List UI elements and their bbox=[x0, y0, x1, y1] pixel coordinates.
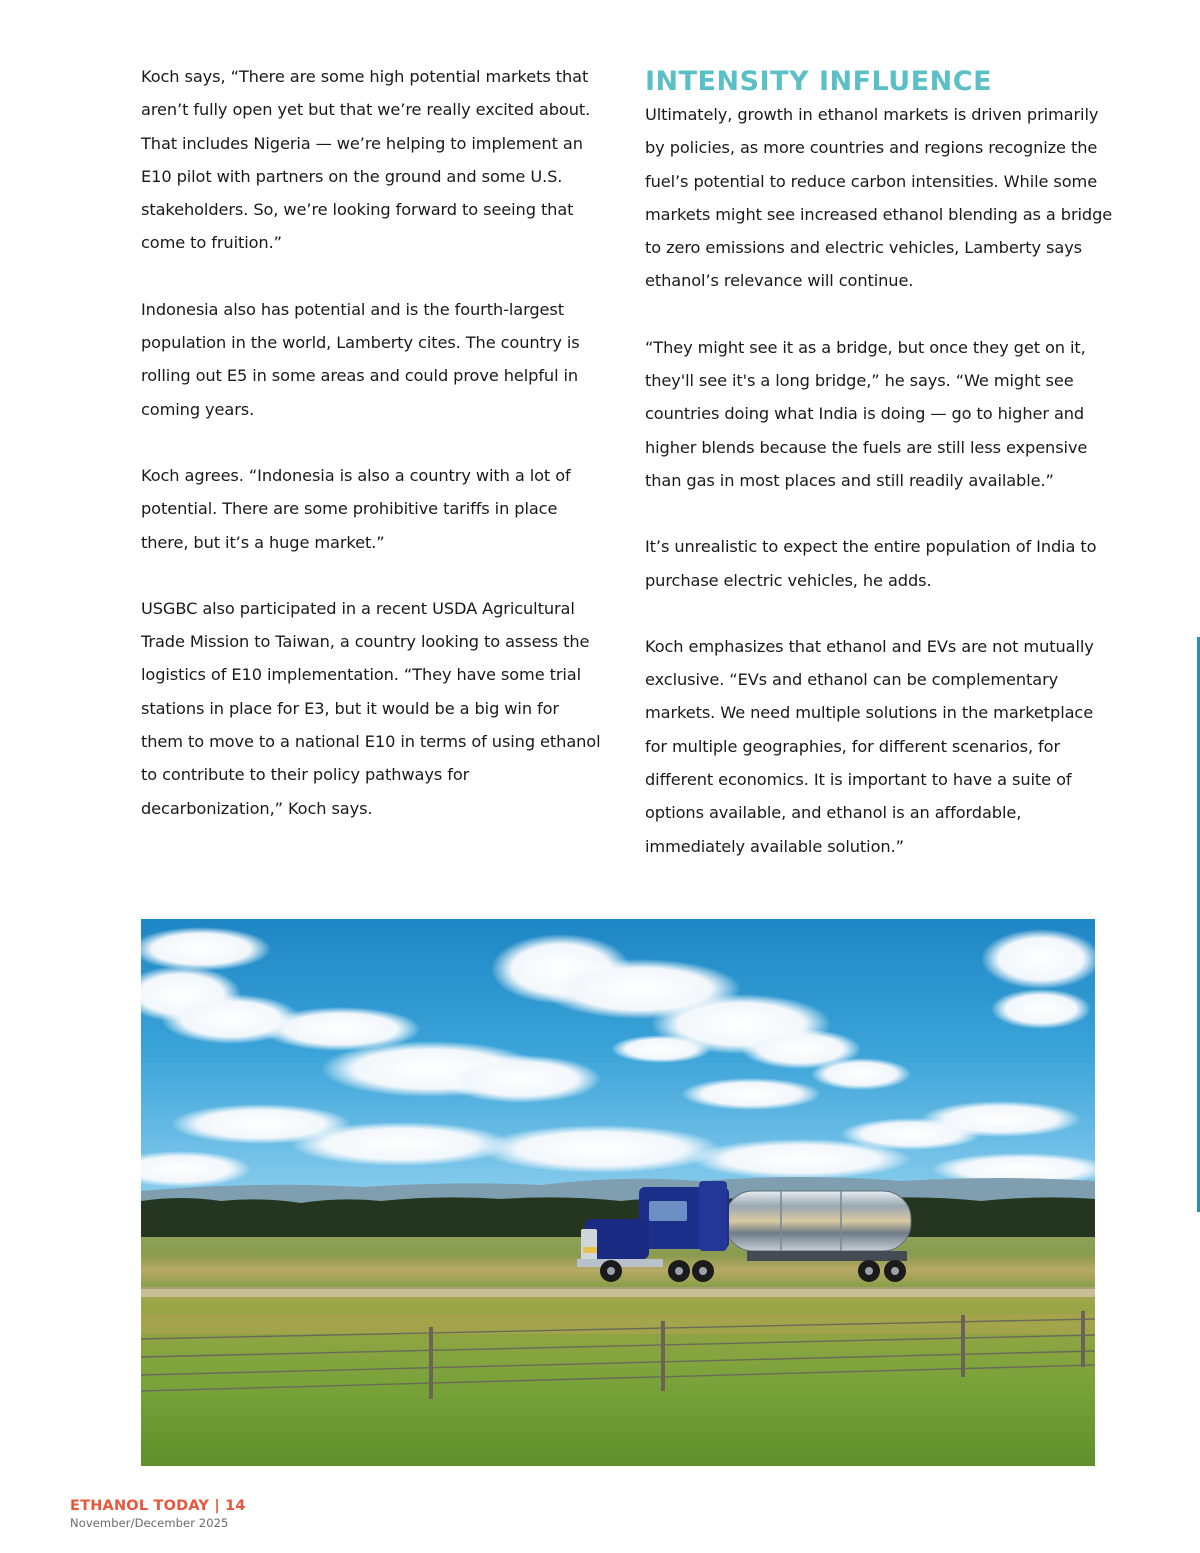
magazine-page-label: ETHANOL TODAY | 14 bbox=[70, 1498, 246, 1514]
section-heading: INTENSITY INFLUENCE bbox=[645, 66, 993, 97]
left-column bbox=[141, 60, 601, 858]
body-paragraph: Koch emphasizes that ethanol and EVs are not mutually exclusive. “EVs and ethanol can be complementary markets. We need multiple solutions in the marketplace for multiple geographies, for different scenarios, for different economics. It is important to have a suite of options available, and ethanol is an affordable, immediately available solution.” bbox=[645, 636, 1094, 856]
body-paragraph: Indonesia also has potential and is the fourth-largest population in the world, Lamberty cites. The country is rolling out E5 in some areas and could prove helpful in coming years. bbox=[141, 299, 580, 419]
body-paragraph: Koch agrees. “Indonesia is also a country with a lot of potential. There are some prohibitive tariffs in place there, but it’s a huge market.” bbox=[141, 465, 571, 552]
body-paragraph: “They might see it as a bridge, but once they get on it, they'll see it's a long bridge,” he says. “We might see countries doing what India is doing — go to higher and higher blends because the fuels are still less expensive than gas in most places and still readily available.” bbox=[645, 337, 1088, 490]
body-paragraph: It’s unrealistic to expect the entire population of India to purchase electric vehicles, he adds. bbox=[645, 537, 1097, 590]
tanker-truck-photo bbox=[141, 919, 1095, 1466]
body-paragraph: USGBC also participated in a recent USDA Agricultural Trade Mission to Taiwan, a country looking to assess the logistics of E10 implementation. “They have some trial stations in place for E3, but it would be a big win for them to move to a national E10 in terms of using ethanol to contribute to their policy pathways for decarbonization,” Koch says. bbox=[141, 598, 601, 818]
body-paragraph: Ultimately, growth in ethanol markets is driven primarily by policies, as more countries and regions recognize the fuel’s potential to reduce carbon intensities. While some markets might see increased ethanol blending as a bridge to zero emissions and electric vehicles, Lamberty says ethanol’s relevance will continue. bbox=[645, 105, 1113, 291]
body-paragraph: Koch says, “There are some high potential markets that aren’t fully open yet but that we’re really excited about. That includes Nigeria — we’re helping to implement an E10 pilot with partners on the ground and some U.S. stakeholders. So, we’re looking forward to seeing that come to fruition.” bbox=[141, 67, 591, 253]
right-column bbox=[645, 60, 1115, 896]
issue-date: November/December 2025 bbox=[70, 1516, 229, 1530]
footer bbox=[70, 1497, 246, 1531]
